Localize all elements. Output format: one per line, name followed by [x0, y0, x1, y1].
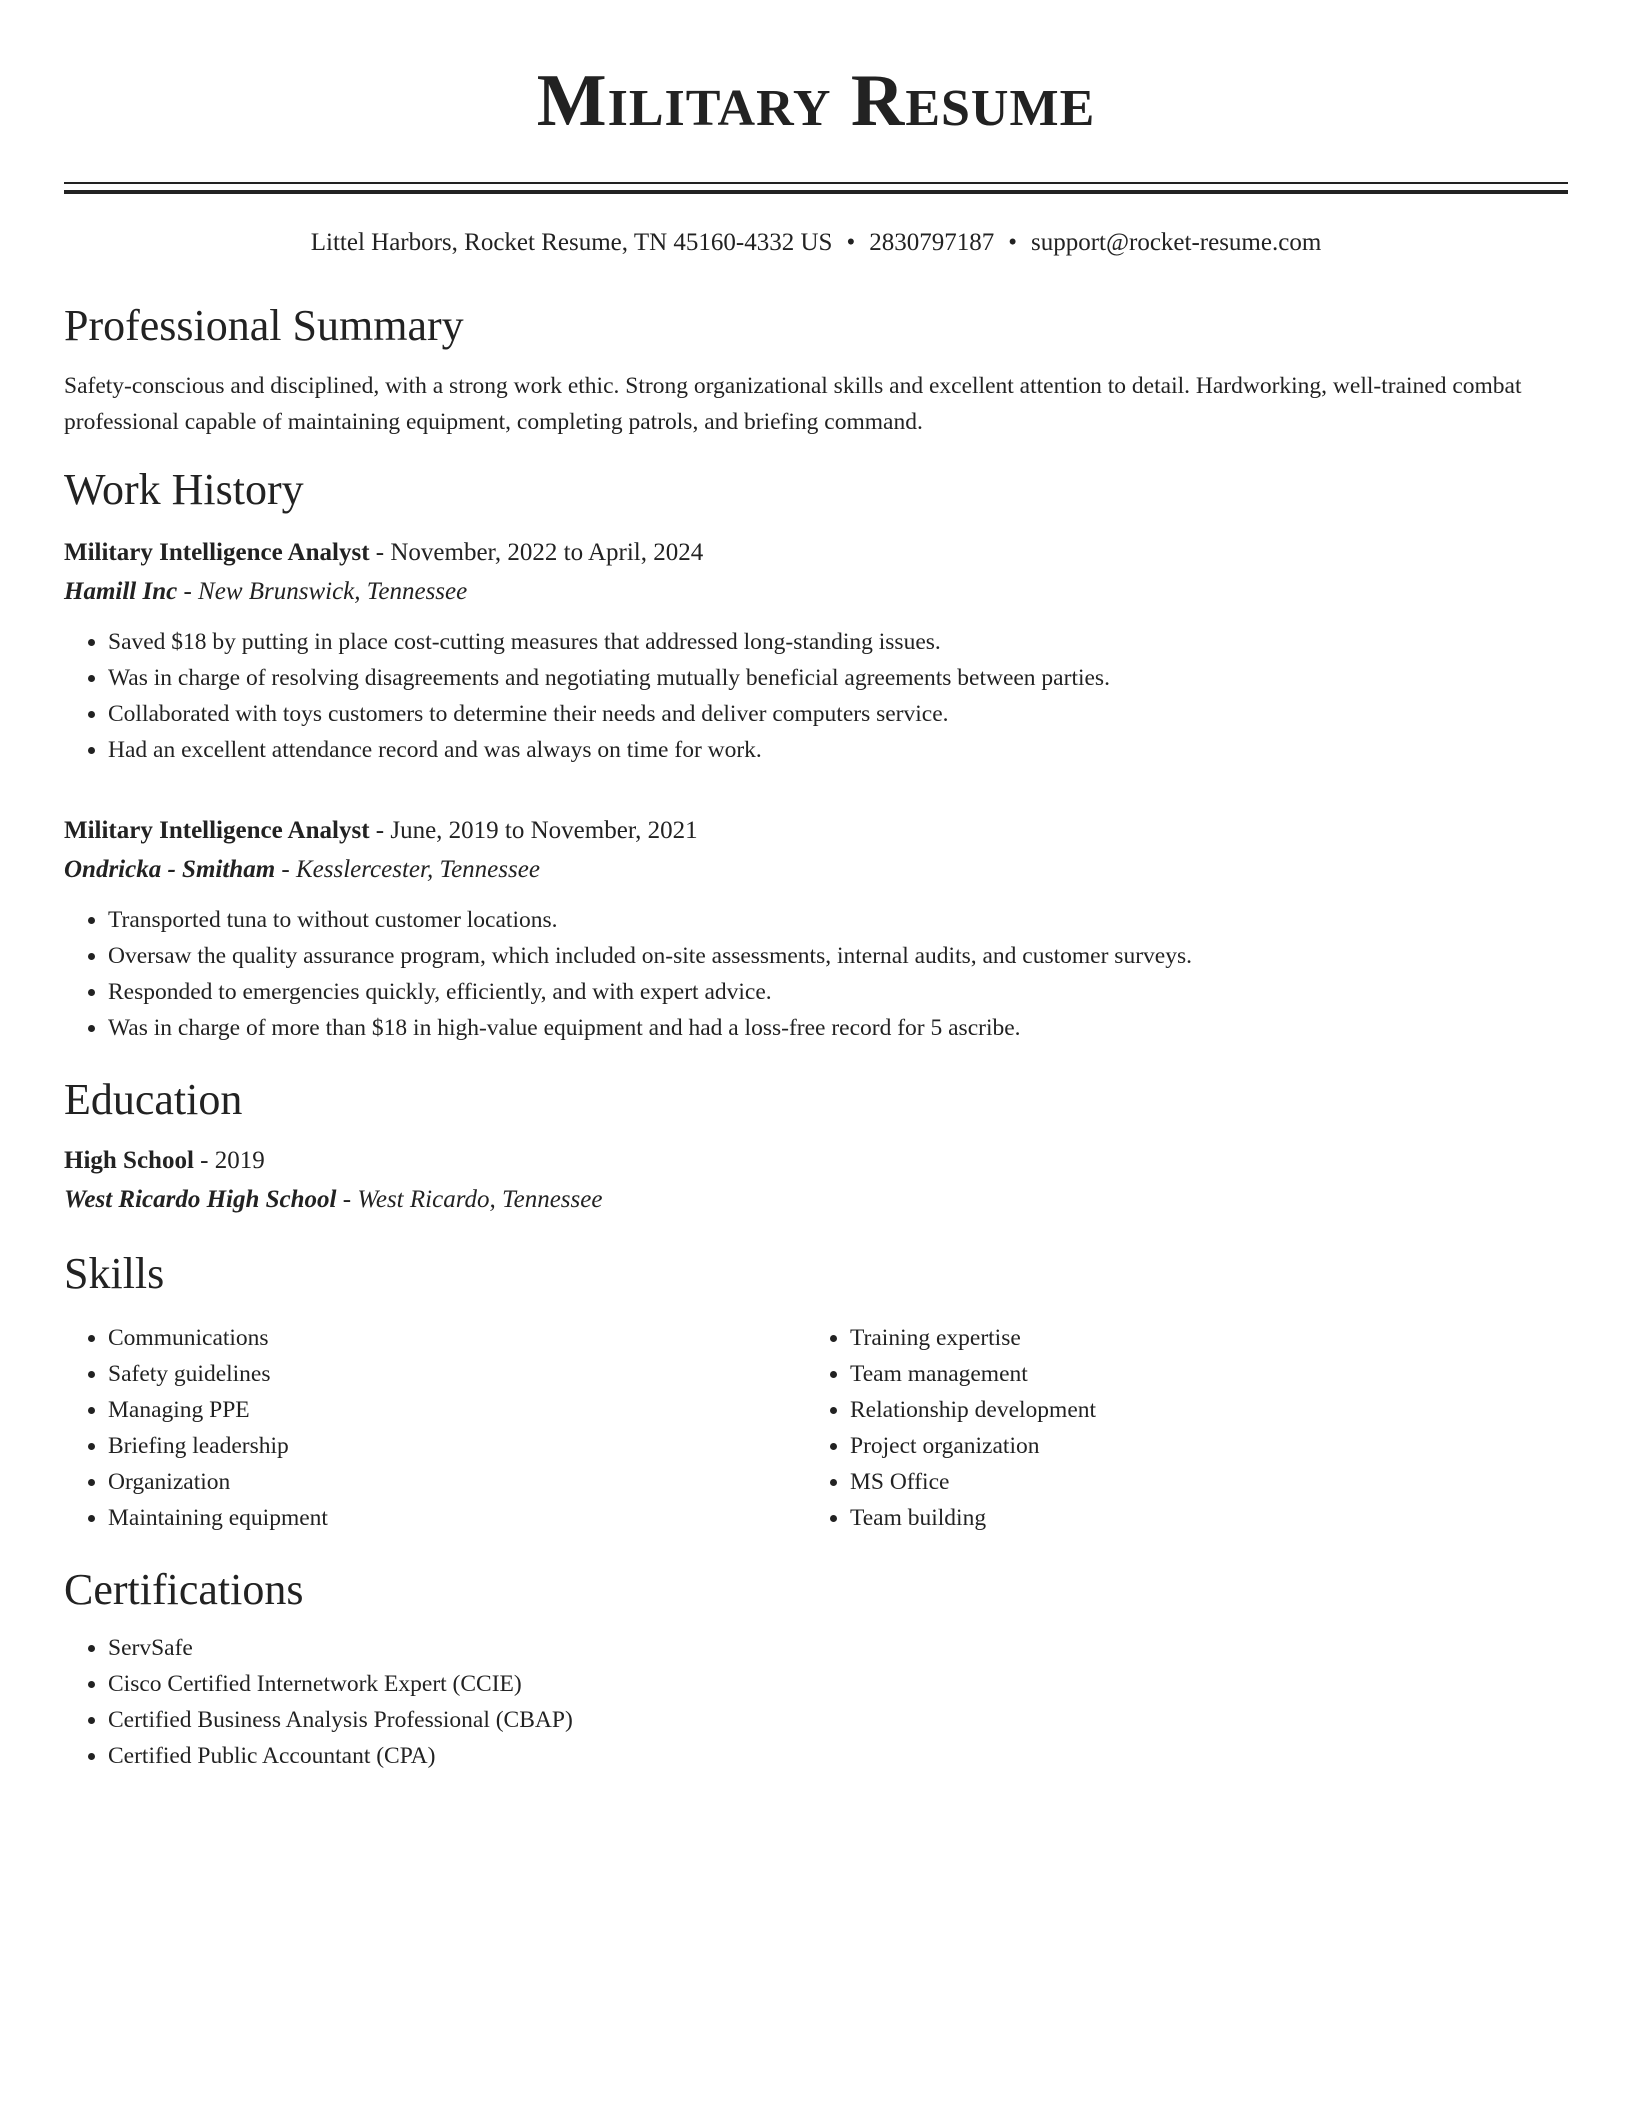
skills-list-right: [806, 1320, 1548, 1536]
skill-item: • Managing PPE: [108, 1392, 806, 1428]
skill-item: • Briefing leadership: [108, 1428, 806, 1464]
job-duty: • Oversaw the quality assurance program, which included on-site assessments, internal audits, and customer surveys.: [108, 938, 1568, 974]
education-year: - 2019: [193, 1147, 265, 1174]
skill-item: • Organization: [108, 1464, 806, 1500]
job-duty: • Was in charge of more than $18 in high-value equipment and had a loss-free record for 5 ascribe.: [108, 1010, 1568, 1046]
job-duty: • Saved $18 by putting in place cost-cutting measures that addressed long-standing issues.: [108, 624, 1568, 660]
contact-separator: •: [1008, 229, 1017, 256]
skill-item: • Safety guidelines: [108, 1356, 806, 1392]
contact-phone: 2830797187: [869, 229, 995, 256]
education-degree: High School: [64, 1147, 194, 1174]
job-entry: [64, 812, 1568, 1046]
skill-item: • Maintaining equipment: [108, 1500, 806, 1536]
job-duty: • Transported tuna to without customer locations.: [108, 902, 1568, 938]
job-dates: - November, 2022 to April, 2024: [369, 539, 704, 566]
skill-item: • Team building: [850, 1500, 1548, 1536]
job-duties-list: [64, 902, 1568, 1046]
certification-item: • ServSafe: [108, 1630, 1568, 1666]
certifications-list: [64, 1630, 1568, 1774]
skills-heading: Skills: [64, 1249, 165, 1298]
job-company-line: [64, 572, 1568, 612]
contact-address: Littel Harbors, Rocket Resume, TN 45160-4332 US: [310, 229, 833, 256]
job-duty: • Responded to emergencies quickly, efficiently, and with expert advice.: [108, 974, 1568, 1010]
skill-item: • Training expertise: [850, 1320, 1548, 1356]
certification-item: • Certified Business Analysis Professional (CBAP): [108, 1702, 1568, 1738]
education-heading: Education: [64, 1075, 243, 1124]
job-company-line: [64, 850, 1568, 890]
education-school-line: [64, 1180, 1568, 1220]
job-duty: • Was in charge of resolving disagreements and negotiating mutually beneficial agreements between parties.: [108, 660, 1568, 696]
skills-grid: [64, 1320, 1568, 1536]
job-entry: [64, 534, 1568, 768]
skill-item: • Team management: [850, 1356, 1548, 1392]
contact-email: support@rocket-resume.com: [1030, 229, 1322, 256]
summary-heading: Professional Summary: [64, 301, 464, 350]
job-role: Military Intelligence Analyst: [64, 817, 370, 844]
job-duty: • Had an excellent attendance record and was always on time for work.: [108, 732, 1568, 768]
summary-text: Safety-conscious and disciplined, with a strong work ethic. Strong organizational skills and excellent attention to detail. Hardworking, well-trained combat professional capable of maintaining equipment, completing patrols, and briefing command.: [64, 373, 1522, 435]
job-title-line: [64, 812, 1568, 850]
certification-item: • Certified Public Accountant (CPA): [108, 1738, 1568, 1774]
skill-item: • Project organization: [850, 1428, 1548, 1464]
skill-item: • MS Office: [850, 1464, 1548, 1500]
job-company: Hamill Inc: [64, 578, 178, 605]
job-duty: • Collaborated with toys customers to determine their needs and deliver computers service.: [108, 696, 1568, 732]
job-location: - Kesslercester, Tennessee: [275, 856, 540, 883]
job-title-line: [64, 534, 1568, 572]
resume-title: Military Resume: [536, 60, 1096, 142]
title-divider-thick: [64, 190, 1568, 194]
education-school: West Ricardo High School: [64, 1186, 337, 1213]
skill-item: • Relationship development: [850, 1392, 1548, 1428]
job-location: - New Brunswick, Tennessee: [177, 578, 468, 605]
education-entry: [64, 1142, 1568, 1220]
skill-item: • Communications: [108, 1320, 806, 1356]
job-role: Military Intelligence Analyst: [64, 539, 370, 566]
contact-line: [64, 226, 1568, 260]
work-history-heading: Work History: [64, 465, 304, 514]
contact-separator: •: [846, 229, 856, 256]
title-divider-thin: [64, 182, 1568, 184]
certifications-heading: Certifications: [64, 1565, 304, 1614]
certification-item: • Cisco Certified Internetwork Expert (CCIE): [108, 1666, 1568, 1702]
education-degree-line: [64, 1142, 1568, 1180]
skills-list-left: [64, 1320, 806, 1536]
job-company: Ondricka - Smitham: [64, 856, 276, 883]
job-dates: - June, 2019 to November, 2021: [369, 817, 698, 844]
job-duties-list: [64, 624, 1568, 768]
education-location: - West Ricardo, Tennessee: [336, 1186, 603, 1213]
